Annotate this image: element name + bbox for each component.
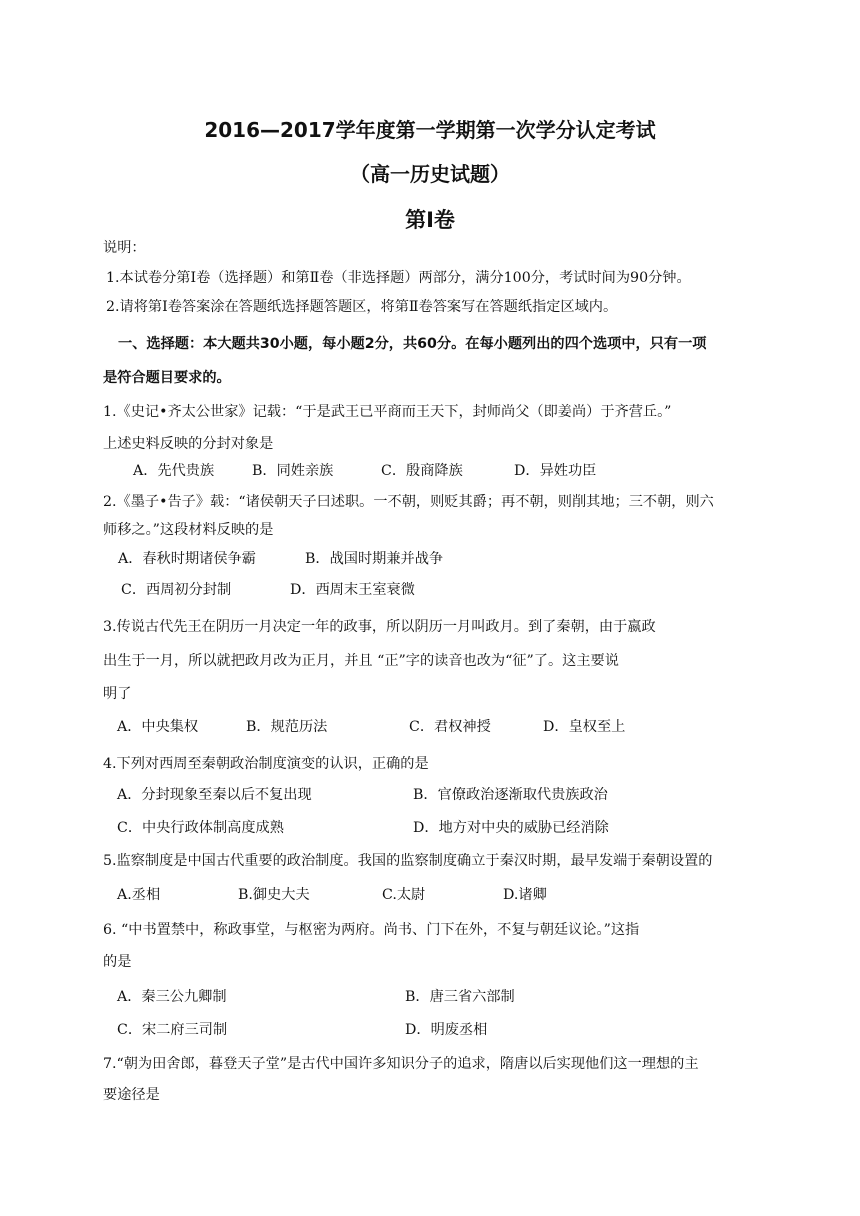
- q1-option-b: B．同姓亲族: [252, 463, 334, 479]
- q4-option-b: B．官僚政治逐渐取代贵族政治: [413, 787, 608, 803]
- q2-option-b: B．战国时期兼并战争: [305, 551, 444, 567]
- page-title: 2016—2017学年度第一学期第一次学分认定考试: [204, 118, 656, 142]
- q6-option-c: C．宋二府三司制: [117, 1022, 228, 1038]
- q7-stem-line-2: 要途径是: [103, 1087, 160, 1103]
- q6-option-a: A．秦三公九卿制: [117, 989, 227, 1005]
- q7-stem-line-1: 7.“朝为田舍郎，暮登天子堂”是古代中国许多知识分子的追求，隋唐以后实现他们这一理想的主: [103, 1056, 699, 1072]
- q3-stem-line-2: 出生于一月，所以就把政月改为正月，并且 “正”字的读音也改为“征”了。这主要说: [103, 653, 619, 669]
- q4-option-c: C．中央行政体制高度成熟: [117, 820, 284, 836]
- q2-stem-line-1: 2.《墨子•告子》载：“诸侯朝天子曰述职。一不朝，则贬其爵；再不朝，则削其地；三不朝，则六: [103, 494, 714, 510]
- q6-stem-line-1: 6. “中书置禁中，称政事堂，与枢密为两府。尚书、门下在外，不复与朝廷议论。”这指: [103, 922, 640, 938]
- instructions-heading: 说明：: [103, 240, 146, 256]
- q3-option-b: B．规范历法: [246, 719, 328, 735]
- q3-stem-line-1: 3.传说古代先王在阴历一月决定一年的政事，所以阴历一月叫政月。到了秦朝，由于嬴政: [103, 619, 656, 635]
- q3-option-c: C．君权神授: [409, 719, 491, 735]
- q2-stem-line-2: 师移之。”这段材料反映的是: [103, 522, 274, 538]
- q5-option-a: A.丞相: [117, 887, 161, 903]
- q6-option-b: B．唐三省六部制: [405, 989, 515, 1005]
- q5-option-d: D.诸卿: [503, 887, 547, 903]
- q3-stem-line-3: 明了: [103, 686, 132, 702]
- q1-option-c: C．殷商降族: [381, 463, 463, 479]
- q6-option-d: D．明废丞相: [405, 1022, 488, 1038]
- q1-option-a: A．先代贵族: [133, 463, 215, 479]
- q4-option-a: A．分封现象至秦以后不复出现: [117, 787, 312, 803]
- q2-option-a: A．春秋时期诸侯争霸: [118, 551, 256, 567]
- q6-stem-line-2: 的是: [103, 954, 132, 970]
- instruction-item-2: 2.请将第Ⅰ卷答案涂在答题纸选择题答题区，将第Ⅱ卷答案写在答题纸指定区域内。: [106, 299, 618, 315]
- q5-option-b: B.御史大夫: [238, 887, 310, 903]
- section-heading-line-1: 一、选择题：本大题共30小题，每小题2分，共60分。在每小题列出的四个选项中，只有一项: [118, 336, 707, 352]
- q1-stem-line-1: 1.《史记•齐太公世家》记载：“于是武王已平商而王天下，封师尚父（即姜尚）于齐营丘。”: [103, 404, 672, 420]
- instruction-item-1: 1.本试卷分第Ⅰ卷（选择题）和第Ⅱ卷（非选择题）两部分，满分100分，考试时间为90分钟。: [106, 270, 691, 286]
- q4-option-d: D．地方对中央的威胁已经消除: [413, 820, 609, 836]
- page-subtitle: （高一历史试题）: [350, 162, 510, 186]
- q5-option-c: C.太尉: [382, 887, 426, 903]
- q1-stem-line-2: 上述史料反映的分封对象是: [103, 436, 274, 452]
- q5-stem-line-1: 5.监察制度是中国古代重要的政治制度。我国的监察制度确立于秦汉时期，最早发端于秦朝设置的: [103, 853, 713, 869]
- section-heading-line-2: 是符合题目要求的。: [103, 370, 231, 386]
- q4-stem-line-1: 4.下列对西周至秦朝政治制度演变的认识，正确的是: [103, 756, 429, 772]
- volume-heading: 第Ⅰ卷: [405, 208, 455, 232]
- q2-option-d: D．西周末王室衰微: [290, 582, 415, 598]
- q3-option-d: D．皇权至上: [543, 719, 626, 735]
- q2-option-c: C．西周初分封制: [121, 582, 232, 598]
- q1-option-d: D．异姓功臣: [514, 463, 597, 479]
- q3-option-a: A．中央集权: [117, 719, 199, 735]
